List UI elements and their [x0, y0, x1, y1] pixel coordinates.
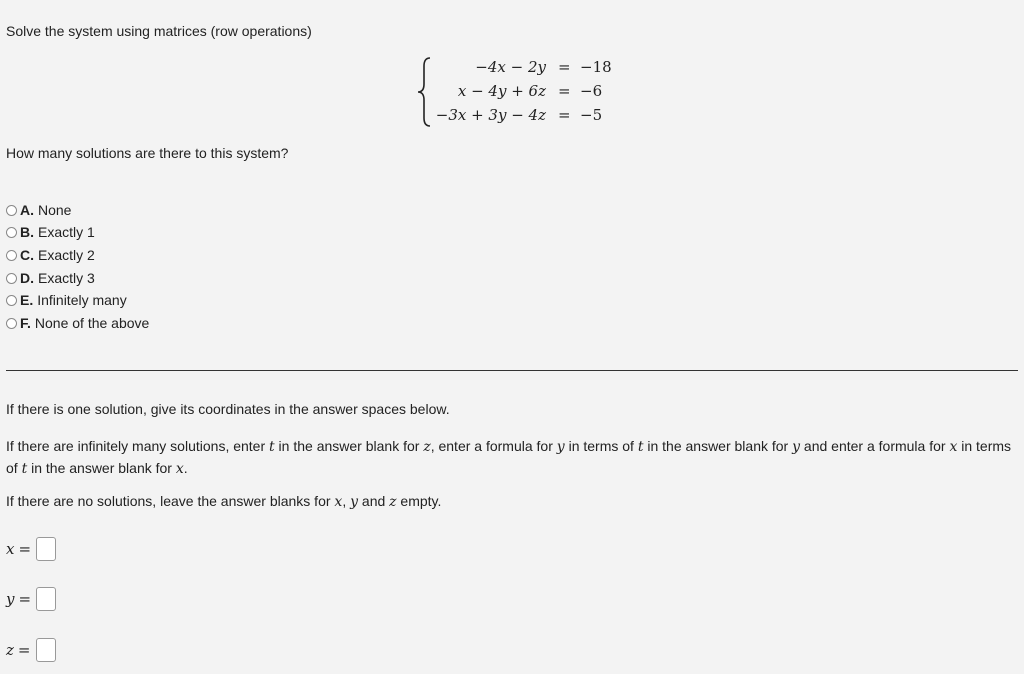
- option-letter: E.: [20, 292, 34, 308]
- option-d[interactable]: [6, 268, 95, 288]
- option-letter: C.: [20, 247, 34, 263]
- radio-button[interactable]: [6, 205, 17, 216]
- option-a[interactable]: [6, 200, 71, 220]
- text: ,: [342, 493, 351, 509]
- text: If there are no solutions, leave the answer blanks for: [6, 493, 335, 509]
- radio-button[interactable]: [6, 250, 17, 261]
- text: in the answer blank for: [274, 438, 424, 454]
- text: empty.: [396, 493, 442, 509]
- answer-input-y[interactable]: [36, 587, 56, 611]
- equation-2-rhs: [558, 82, 602, 100]
- option-letter: A.: [20, 202, 34, 218]
- option-text: Exactly 1: [38, 224, 95, 240]
- radio-button[interactable]: [6, 295, 17, 306]
- option-text: None: [38, 202, 72, 218]
- math-var: z: [423, 439, 431, 455]
- option-letter: F.: [20, 315, 31, 331]
- text: in the answer blank for: [27, 460, 176, 476]
- option-letter: D.: [20, 270, 34, 286]
- math-var: y: [556, 439, 565, 455]
- answer-label-z: [6, 641, 36, 659]
- math-var: x: [175, 461, 184, 477]
- option-c[interactable]: [6, 245, 95, 265]
- option-text: Infinitely many: [37, 292, 127, 308]
- text: and: [358, 493, 390, 509]
- equals-sign: =: [18, 540, 32, 558]
- equals-sign: =: [558, 82, 571, 100]
- text: in terms of: [564, 438, 638, 454]
- equation-system: [416, 56, 616, 128]
- var-x: x: [6, 540, 15, 558]
- instruction-no-solutions: [6, 493, 441, 510]
- math-var: y: [350, 494, 359, 510]
- math-var: z: [389, 494, 397, 510]
- math-var: t: [269, 439, 275, 455]
- equation-2-lhs: x − 4y + 6z: [457, 82, 546, 100]
- answer-row-x: [6, 535, 56, 563]
- equation-3-rhs: [558, 106, 602, 124]
- math-var: t: [21, 461, 28, 477]
- equals-sign: =: [558, 58, 571, 76]
- radio-button[interactable]: [6, 318, 17, 329]
- text: and enter a formula for: [800, 438, 950, 454]
- math-var: x: [334, 494, 343, 510]
- text: .: [183, 460, 188, 476]
- var-z: z: [6, 641, 14, 659]
- instruction-infinite-solutions: [6, 436, 1018, 480]
- equation-3-value: −5: [580, 106, 603, 124]
- divider: [6, 370, 1018, 371]
- answer-row-z: [6, 636, 56, 664]
- option-text: None of the above: [34, 315, 150, 331]
- equals-sign: =: [18, 590, 32, 608]
- text: , enter a formula for: [430, 438, 557, 454]
- answer-label-y: [6, 590, 36, 608]
- text: If there are infinitely many solutions, enter: [6, 438, 270, 454]
- math-var: y: [792, 439, 801, 455]
- equation-1-rhs: [558, 58, 612, 76]
- math-var: t: [637, 439, 644, 455]
- question-subtitle: How many solutions are there to this system?: [6, 145, 289, 161]
- option-text: Exactly 3: [38, 270, 95, 286]
- equation-2-value: −6: [580, 82, 603, 100]
- answer-input-z[interactable]: [36, 638, 56, 662]
- equation-1-lhs: −4x − 2y: [475, 58, 546, 76]
- math-var: x: [949, 439, 958, 455]
- equation-3-lhs: −3x + 3y − 4z: [435, 106, 546, 124]
- text: in the answer blank for: [643, 438, 793, 454]
- option-f[interactable]: [6, 313, 149, 333]
- instruction-one-solution: If there is one solution, give its coordinates in the answer spaces below.: [6, 401, 450, 417]
- left-brace-icon: [416, 56, 432, 128]
- option-e[interactable]: [6, 290, 127, 310]
- option-b[interactable]: [6, 222, 95, 242]
- radio-button[interactable]: [6, 227, 17, 238]
- equals-sign: =: [17, 641, 31, 659]
- var-y: y: [6, 590, 15, 608]
- equals-sign: =: [558, 106, 571, 124]
- option-letter: B.: [20, 224, 34, 240]
- answer-label-x: [6, 540, 36, 558]
- text: in terms of: [6, 438, 1012, 476]
- equation-1-value: −18: [580, 58, 612, 76]
- answer-input-x[interactable]: [36, 537, 56, 561]
- answer-row-y: [6, 585, 56, 613]
- radio-button[interactable]: [6, 273, 17, 284]
- option-text: Exactly 2: [38, 247, 95, 263]
- question-title: Solve the system using matrices (row operations): [6, 23, 312, 39]
